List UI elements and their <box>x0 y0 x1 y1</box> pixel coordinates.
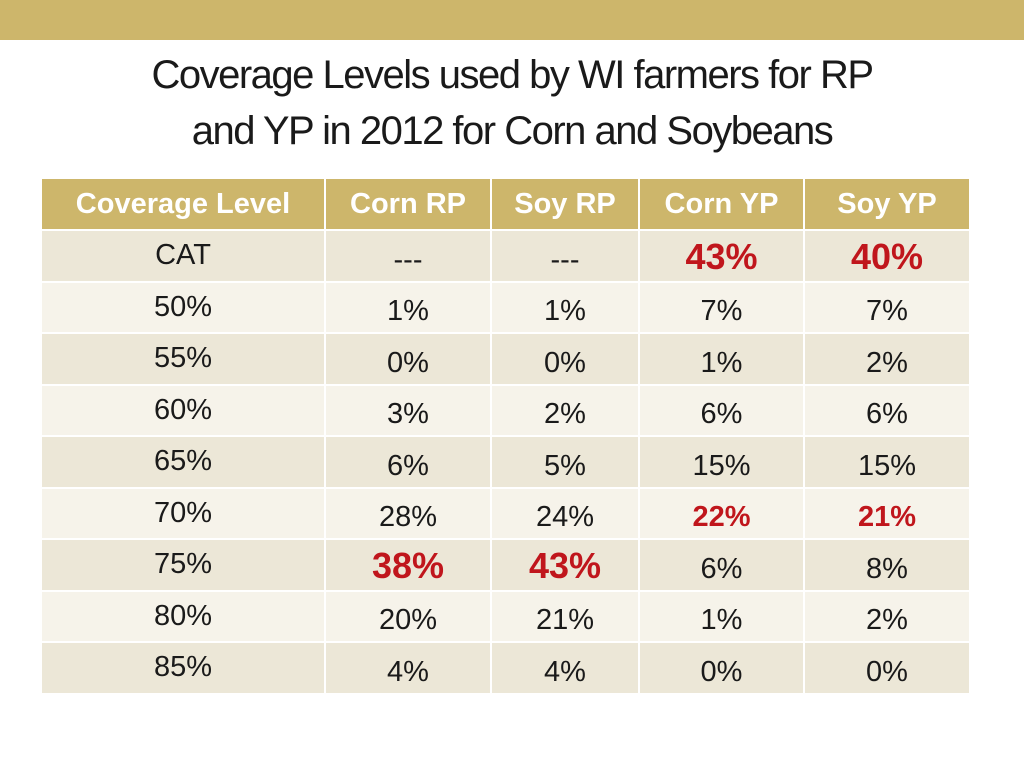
coverage-level-cell: 55% <box>42 334 326 386</box>
value-cell-soy-rp: 2% <box>492 386 640 438</box>
table-row <box>42 334 969 386</box>
top-accent-band <box>0 0 1024 40</box>
coverage-level-cell: 50% <box>42 283 326 335</box>
value-cell-soy-rp: 4% <box>492 643 640 695</box>
value-cell-corn-yp: 6% <box>640 386 805 438</box>
value-cell-soy-yp: 40% <box>805 231 969 283</box>
value-cell-corn-yp: 22% <box>640 489 805 541</box>
table-row <box>42 540 969 592</box>
value-cell-soy-yp: 21% <box>805 489 969 541</box>
value-cell-corn-rp: 38% <box>326 540 492 592</box>
value-cell-corn-yp: 15% <box>640 437 805 489</box>
value-cell-corn-rp: 1% <box>326 283 492 335</box>
value-cell-corn-yp: 0% <box>640 643 805 695</box>
coverage-table <box>42 179 969 695</box>
value-cell-corn-rp: 28% <box>326 489 492 541</box>
value-cell-corn-yp: 43% <box>640 231 805 283</box>
value-cell-soy-rp: 21% <box>492 592 640 644</box>
header-coverage-level: Coverage Level <box>42 179 326 231</box>
table-row <box>42 386 969 438</box>
coverage-level-cell: 85% <box>42 643 326 695</box>
coverage-level-cell: 65% <box>42 437 326 489</box>
value-cell-soy-rp: --- <box>492 231 640 283</box>
coverage-level-cell: 75% <box>42 540 326 592</box>
value-cell-soy-rp: 24% <box>492 489 640 541</box>
table-row <box>42 592 969 644</box>
value-cell-corn-rp: 0% <box>326 334 492 386</box>
header-soy-rp: Soy RP <box>492 179 640 231</box>
value-cell-soy-yp: 0% <box>805 643 969 695</box>
table-row <box>42 489 969 541</box>
value-cell-corn-yp: 1% <box>640 334 805 386</box>
value-cell-corn-rp: 6% <box>326 437 492 489</box>
value-cell-soy-yp: 8% <box>805 540 969 592</box>
value-cell-corn-rp: 4% <box>326 643 492 695</box>
value-cell-soy-yp: 15% <box>805 437 969 489</box>
value-cell-soy-yp: 2% <box>805 592 969 644</box>
value-cell-soy-yp: 6% <box>805 386 969 438</box>
coverage-level-cell: 60% <box>42 386 326 438</box>
value-cell-soy-rp: 1% <box>492 283 640 335</box>
table-row <box>42 643 969 695</box>
value-cell-soy-rp: 43% <box>492 540 640 592</box>
value-cell-corn-rp: --- <box>326 231 492 283</box>
slide-title-line-2: and YP in 2012 for Corn and Soybeans <box>191 109 833 153</box>
table-row <box>42 437 969 489</box>
coverage-level-cell: 70% <box>42 489 326 541</box>
table-row <box>42 283 969 335</box>
table-row <box>42 231 969 283</box>
value-cell-corn-rp: 3% <box>326 386 492 438</box>
slide-title <box>40 47 984 159</box>
value-cell-corn-yp: 1% <box>640 592 805 644</box>
value-cell-corn-yp: 7% <box>640 283 805 335</box>
table-body <box>42 231 969 695</box>
header-corn-rp: Corn RP <box>326 179 492 231</box>
value-cell-corn-yp: 6% <box>640 540 805 592</box>
header-soy-yp: Soy YP <box>805 179 969 231</box>
value-cell-corn-rp: 20% <box>326 592 492 644</box>
coverage-level-cell: 80% <box>42 592 326 644</box>
header-corn-yp: Corn YP <box>640 179 805 231</box>
value-cell-soy-yp: 2% <box>805 334 969 386</box>
value-cell-soy-rp: 5% <box>492 437 640 489</box>
coverage-level-cell: CAT <box>42 231 326 283</box>
value-cell-soy-rp: 0% <box>492 334 640 386</box>
slide-title-line-1: Coverage Levels used by WI farmers for RP <box>151 53 873 97</box>
value-cell-soy-yp: 7% <box>805 283 969 335</box>
table-header-row <box>42 179 969 231</box>
